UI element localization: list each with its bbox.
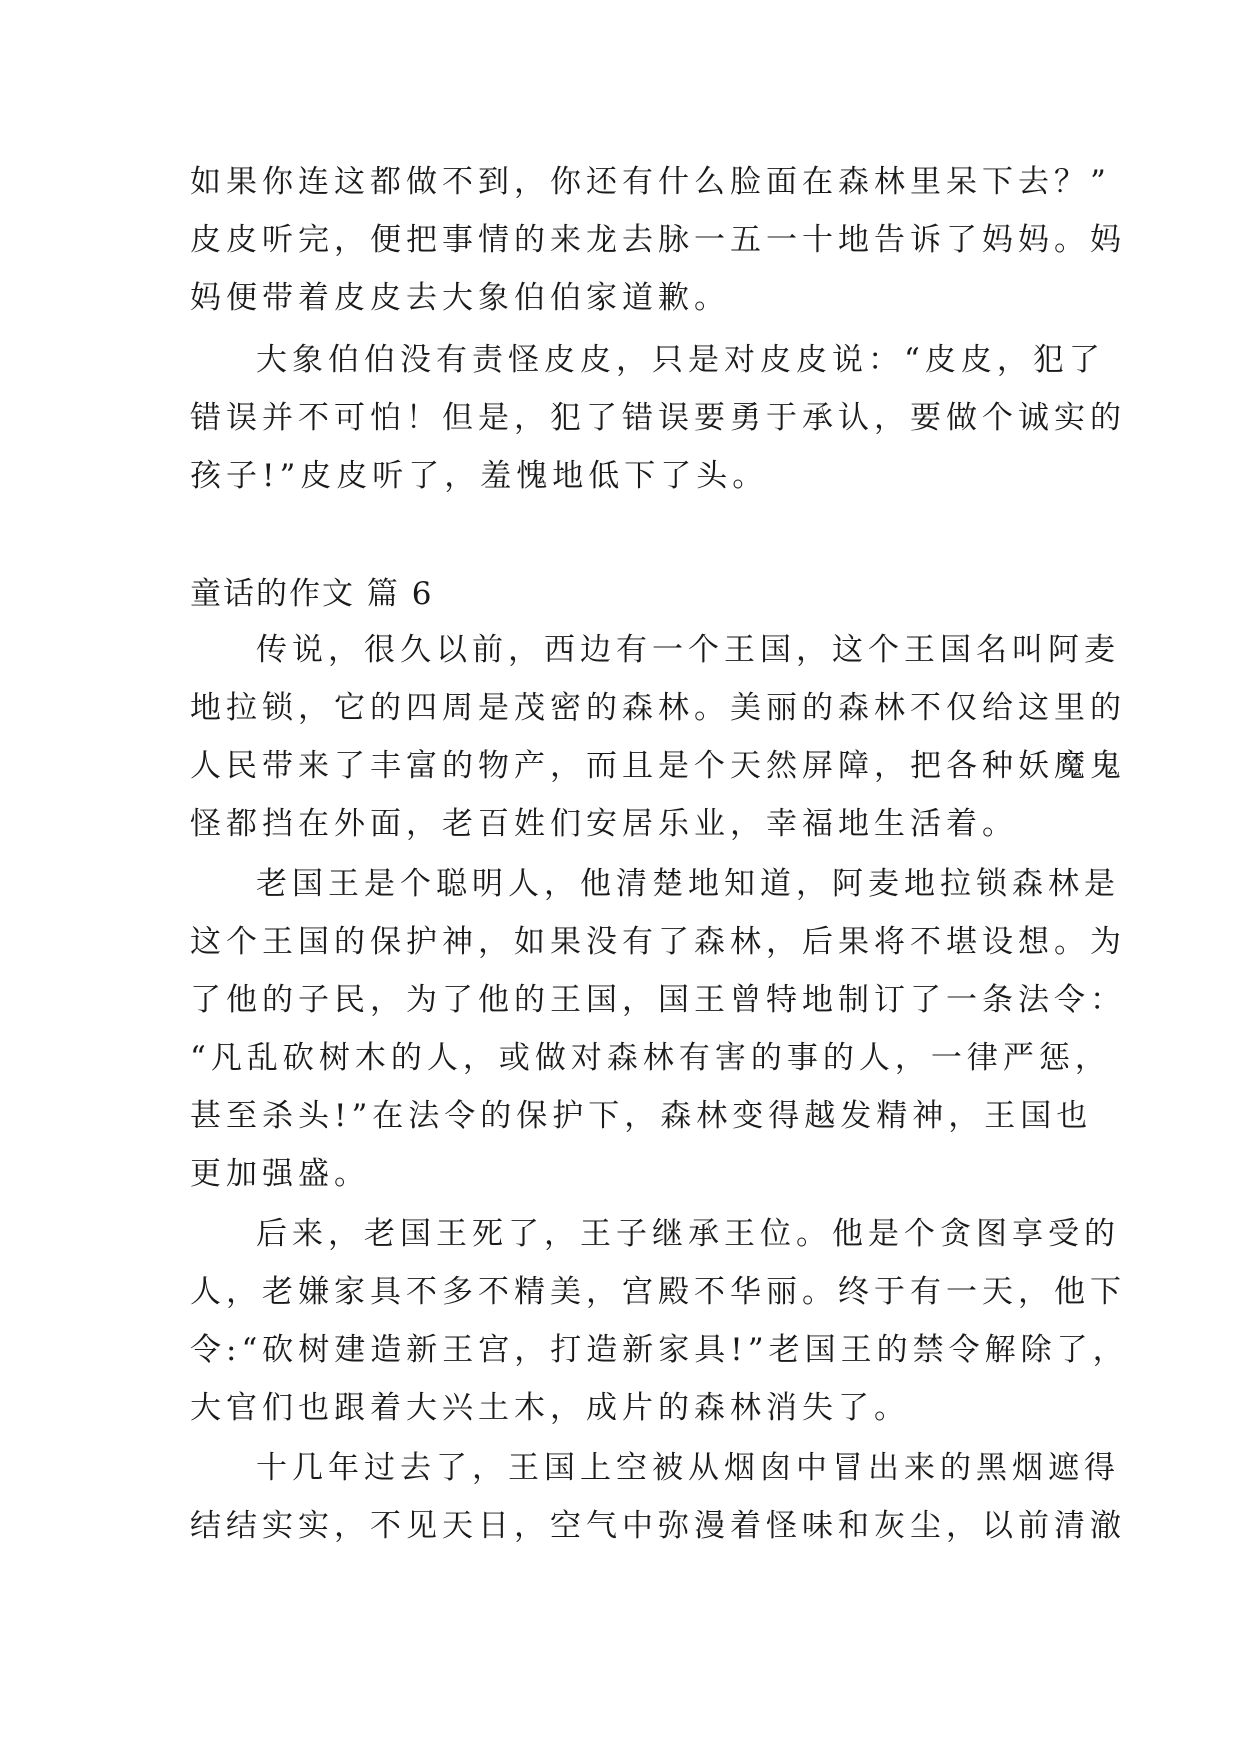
text-line: 这个王国的保护神，如果没有了森林，后果将不堪设想。为 (190, 924, 1126, 960)
paragraph-start-line: 后来，老国王死了，王子继承王位。他是个贪图享受的 (256, 1216, 1120, 1252)
text-line: 如果你连这都做不到，你还有什么脸面在森林里呆下去？” (190, 164, 1111, 200)
text-line: 妈便带着皮皮去大象伯伯家道歉。 (190, 280, 730, 316)
paragraph-start-line: 十几年过去了，王国上空被从烟囱中冒出来的黑烟遮得 (256, 1450, 1120, 1486)
paragraph-start-line: 大象伯伯没有责怪皮皮，只是对皮皮说：“皮皮，犯了 (256, 342, 1105, 378)
paragraph-start-line: 老国王是个聪明人，他清楚地知道，阿麦地拉锁森林是 (256, 866, 1120, 902)
paragraph-start-line: 传说，很久以前，西边有一个王国，这个王国名叫阿麦 (256, 632, 1120, 668)
text-line: 皮皮听完，便把事情的来龙去脉一五一十地告诉了妈妈。妈 (190, 222, 1126, 258)
text-line: 人，老嫌家具不多不精美，宫殿不华丽。终于有一天，他下 (190, 1274, 1126, 1310)
text-line: “凡乱砍树木的人，或做对森林有害的事的人，一律严惩， (190, 1040, 1111, 1076)
text-line: 地拉锁，它的四周是茂密的森林。美丽的森林不仅给这里的 (190, 690, 1126, 726)
text-line: 怪都挡在外面，老百姓们安居乐业，幸福地生活着。 (190, 806, 1018, 842)
text-line: 甚至杀头!”在法令的保护下，森林变得越发精神，王国也 (190, 1098, 1093, 1134)
text-line: 孩子!”皮皮听了，羞愧地低下了头。 (190, 458, 769, 494)
text-line: 结结实实，不见天日，空气中弥漫着怪味和灰尘，以前清澈 (190, 1508, 1126, 1544)
text-line: 大官们也跟着大兴土木，成片的森林消失了。 (190, 1390, 910, 1426)
text-line: 了他的子民，为了他的王国，国王曾特地制订了一条法令： (190, 982, 1126, 1018)
section-heading: 童话的作文 篇 6 (190, 576, 434, 612)
text-line: 人民带来了丰富的物产，而且是个天然屏障，把各种妖魔鬼 (190, 748, 1126, 784)
text-line: 错误并不可怕！但是，犯了错误要勇于承认，要做个诚实的 (190, 400, 1126, 436)
text-line: 更加强盛。 (190, 1156, 370, 1192)
text-line: 令:“砍树建造新王宫，打造新家具!”老国王的禁令解除了， (190, 1332, 1129, 1368)
